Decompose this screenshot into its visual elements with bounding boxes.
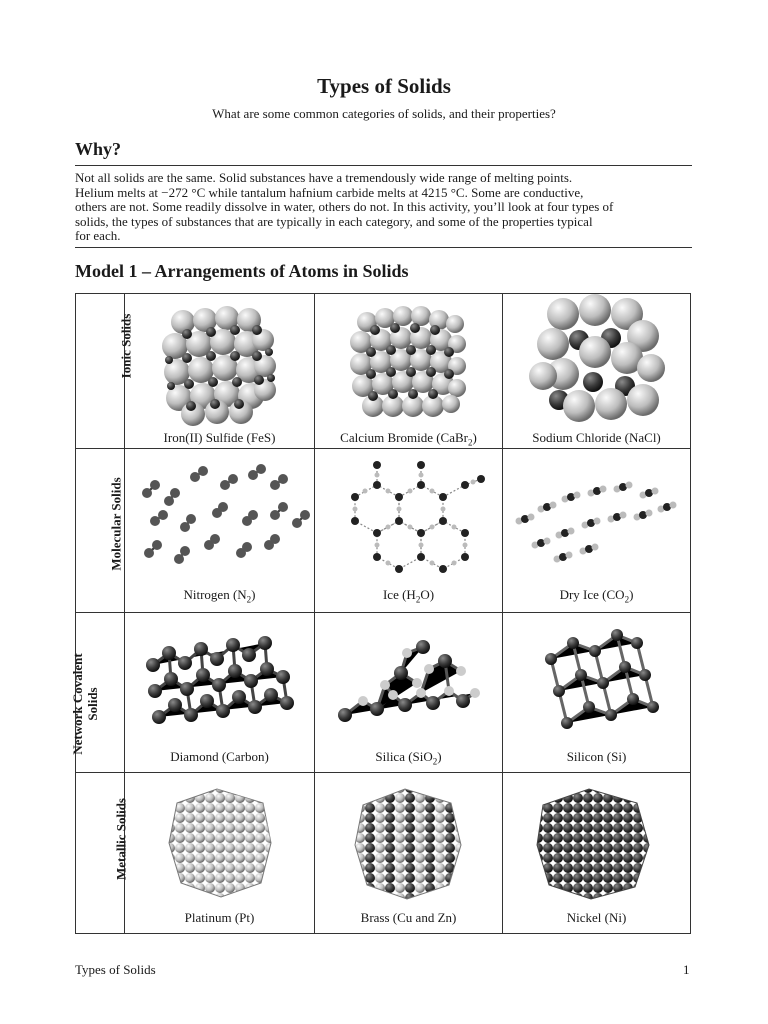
- model-heading: Model 1 – Arrangements of Atoms in Solids: [75, 261, 409, 281]
- cell-caption: Nickel (Ni): [566, 910, 627, 925]
- cell-diamond: [125, 613, 314, 772]
- lattice-image: [125, 449, 314, 589]
- lattice-image: [315, 773, 502, 908]
- lattice-image: [125, 294, 314, 429]
- cell-dry-ice: [503, 449, 690, 612]
- cell-nitrogen: [125, 449, 314, 612]
- lattice-image: [315, 294, 502, 429]
- lattice-image: [503, 294, 690, 429]
- lattice-image: [125, 773, 314, 908]
- lattice-image: [503, 773, 690, 908]
- cell-caption: Silicon (Si): [566, 749, 627, 764]
- intro-line: others are not. Some readily dissolve in water, others do not. In this activity, you’ll look at four types of: [75, 199, 614, 214]
- divider: [75, 165, 692, 166]
- intro-line: Helium melts at −272 °C while tantalum hafnium carbide melts at 4215 °C. Some are conductive,: [75, 184, 584, 200]
- intro-paragraph: [75, 171, 692, 244]
- cell-nickel: [503, 773, 690, 933]
- row-label-network-covalent: [70, 653, 100, 754]
- cell-calcium-bromide: [315, 294, 502, 448]
- cell-brass: [315, 773, 502, 933]
- row-label-metallic: Metallic Solids: [113, 798, 129, 880]
- cell-ice: [315, 449, 502, 612]
- cell-iron-sulfide: [125, 294, 314, 448]
- cell-caption: Sodium Chloride (NaCl): [532, 430, 661, 445]
- row-label-line: Network Covalent: [70, 653, 85, 755]
- row-label-ionic: Ionic Solids: [118, 313, 134, 379]
- cell-caption: Ice $(H_2O)$: [382, 587, 435, 605]
- cell-caption: Iron(II) Sulfide (FeS): [163, 430, 276, 445]
- cell-caption: Platinum (Pt): [184, 910, 255, 925]
- intro-line: solids, the types of substances that are typically in each category, and some of the properties typical: [75, 213, 593, 229]
- lattice-image: [503, 449, 690, 589]
- cell-caption: Dry Ice $(CO_2)$: [559, 587, 634, 605]
- lattice-image: [503, 613, 690, 748]
- model-table: [70, 293, 691, 934]
- why-heading: Why?: [75, 139, 122, 159]
- divider: [75, 247, 692, 248]
- page-subtitle: What are some common categories of solids, and their properties?: [212, 106, 556, 121]
- intro-line: for each.: [75, 228, 121, 243]
- cell-silica: [315, 613, 502, 772]
- intro-line: Not all solids are the same. Solid substances have a tremendously wide range of melting points.: [75, 170, 573, 185]
- cell-caption: Calcium Bromide (CaBr$_2$): [340, 430, 477, 448]
- lattice-image: [315, 613, 502, 748]
- footer-title: Types of Solids: [75, 962, 156, 977]
- row-label-molecular: Molecular Solids: [108, 477, 124, 571]
- cell-caption: Silica (SiO$_2$): [375, 749, 442, 767]
- cell-platinum: [125, 773, 314, 933]
- page-number: 1: [683, 962, 690, 977]
- cell-caption: Brass (Cu and Zn): [360, 910, 457, 925]
- cell-caption: Nitrogen $(N_2)$: [183, 587, 256, 605]
- lattice-image: [315, 449, 502, 589]
- cell-caption: Diamond (Carbon): [170, 749, 269, 764]
- row-label-line: Solids: [85, 687, 100, 721]
- page-title: Types of Solids: [317, 74, 451, 98]
- lattice-image: [125, 613, 314, 748]
- cell-silicon: [503, 613, 690, 772]
- cell-sodium-chloride: [503, 294, 690, 448]
